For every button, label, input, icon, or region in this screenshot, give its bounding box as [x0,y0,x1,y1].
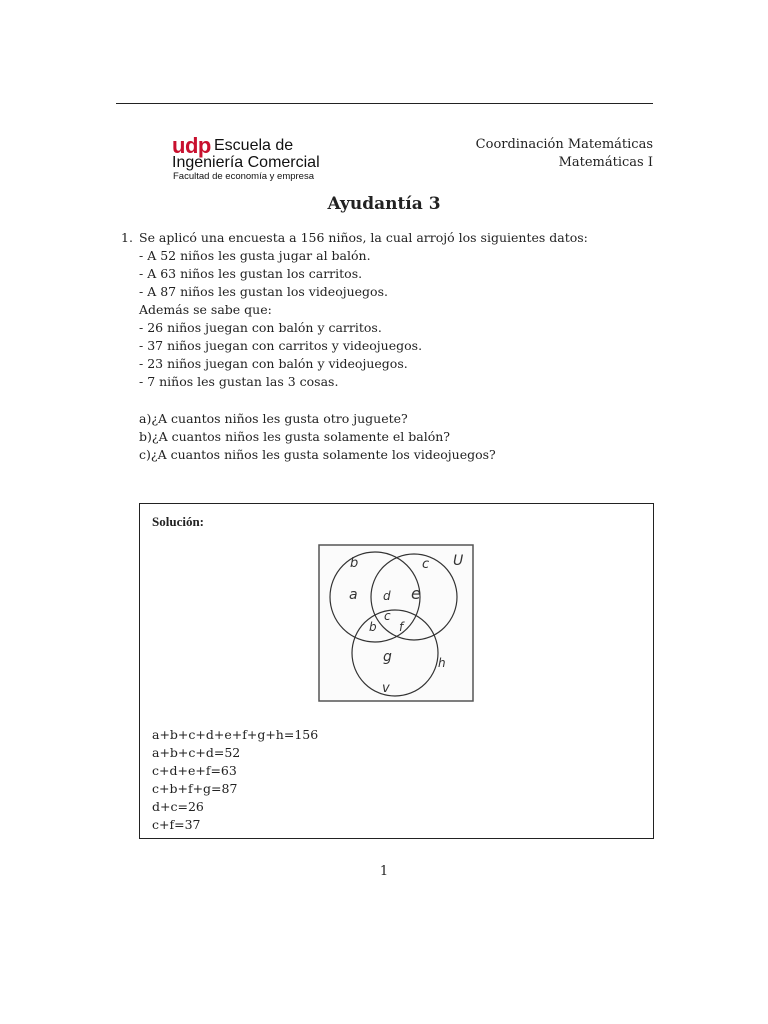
venn-region-e: e [411,584,421,603]
venn-region-d: d [383,589,391,603]
venn-label-c: c [422,557,430,572]
also-label: Además se sabe que: [139,302,272,317]
equation-line: d+c=26 [152,799,204,814]
header-right [476,136,653,172]
logo-line-1: Escuela de [214,137,294,154]
data-line: - A 87 niños les gustan los videojuegos. [139,284,388,299]
questions [139,410,496,464]
venn-label-v: v [382,681,390,696]
logo-line-3: Facultad de economía y empresa [173,171,314,182]
course-label: Matemáticas I [558,155,653,170]
header-rule [116,103,653,104]
problem-number: 1. [121,230,133,245]
question-c: c)¿A cuantos niños les gusta solamente los videojuegos? [139,447,496,462]
venn-label-b: b [350,556,359,571]
equation-line: a+b+c+d+e+f+g+h=156 [152,727,319,742]
page-title: Ayudantía 3 [327,194,441,214]
fact-line: - 37 niños juegan con carritos y videojuegos. [139,338,423,353]
venn-region-a: a [349,587,358,603]
problem-intro: Se aplicó una encuesta a 156 niños, la cual arrojó los siguientes datos: [139,230,588,245]
udp-logo [172,135,362,183]
venn-region-f: f [399,620,404,634]
logo-line-2: Ingeniería Comercial [172,154,320,171]
fact-line: - 23 niños juegan con balón y videojuegos. [139,356,408,371]
venn-label-u: U [453,553,464,569]
venn-region-b: b [369,620,377,634]
equation-line: a+b+c+d=52 [152,745,241,760]
venn-diagram [318,544,474,702]
fact-line: - 26 niños juegan con balón y carritos. [139,320,382,335]
venn-universe-frame [319,545,473,701]
equation-line: c+f=37 [152,817,201,832]
data-line: - A 52 niños les gusta jugar al balón. [139,248,371,263]
question-b: b)¿A cuantos niños les gusta solamente el balón? [139,429,450,444]
data-line: - A 63 niños les gustan los carritos. [139,266,363,281]
venn-region-h: h [438,656,446,670]
logo-brand: udp [172,133,211,158]
equations [152,726,318,834]
question-a: a)¿A cuantos niños les gusta otro juguete? [139,411,408,426]
fact-line: - 7 niños les gustan las 3 cosas. [139,374,339,389]
solution-box [139,503,654,839]
problem-1 [121,229,681,391]
equation-line: c+b+f+g=87 [152,781,238,796]
venn-region-c: c [384,609,391,623]
coordination-label: Coordinación Matemáticas [475,137,653,152]
venn-region-g: g [383,649,392,665]
page-number: 1 [379,864,389,879]
equation-line: c+d+e+f=63 [152,763,237,778]
solution-label: Solución: [152,514,205,529]
